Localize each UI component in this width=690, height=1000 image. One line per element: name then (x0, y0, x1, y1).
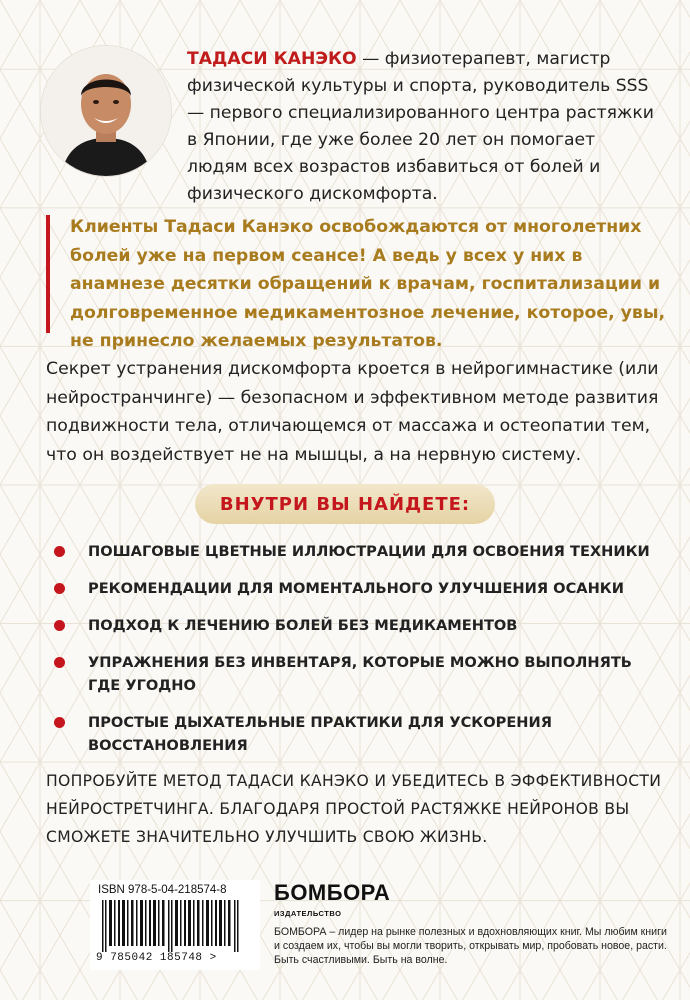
bullet-icon (54, 583, 65, 594)
closing-paragraph: ПОПРОБУЙТЕ МЕТОД ТАДАСИ КАНЭКО И УБЕДИТЕСЬ В ЭФФЕКТИВНОСТИ НЕЙРОСТРЕТЧИНГА. БЛАГОДАРЯ ПРОСТОЙ РАСТЯЖКЕ НЕЙРОНОВ ВЫ СМОЖЕТЕ ЗНАЧИТЕЛЬНО УЛУЧШИТЬ СВОЮ ЖИЗНЬ. (46, 772, 662, 846)
publisher-logo: БОМБОРА (274, 880, 391, 905)
bullet-icon (54, 717, 65, 728)
bullet-icon (54, 620, 65, 631)
barcode (90, 880, 260, 970)
feature-item: ПОДХОД К ЛЕЧЕНИЮ БОЛЕЙ БЕЗ МЕДИКАМЕНТОВ (46, 614, 666, 637)
barcode-number: 9 785042 185748 > (96, 952, 217, 964)
highlight-quote: Клиенты Тадаси Канэко освобождаются от многолетних болей уже на первом сеансе! А ведь у всех у них в анамнезе десятки обращений к врачам, госпитализации и долговременное медикаментозное лечение, которое, увы, не принесло желаемых результатов. (70, 217, 666, 351)
author-name: ТАДАСИ КАНЭКО (187, 49, 357, 69)
publisher-subtitle: ИЗДАТЕЛЬСТВО (274, 909, 342, 918)
author-bio (187, 46, 657, 208)
feature-item: ПРОСТЫЕ ДЫХАТЕЛЬНЫЕ ПРАКТИКИ ДЛЯ УСКОРЕНИЯ ВОССТАНОВЛЕНИЯ (46, 711, 666, 757)
publisher-tagline: БОМБОРА – лидер на рынке полезных и вдохновляющих книг. Мы любим книги и создаем их, чтобы вы могли творить, открывать мир, пробовать новое, расти. Быть счастливыми. Быть на волне. (274, 926, 667, 966)
bullet-icon (54, 546, 65, 557)
barcode-bars (96, 900, 254, 952)
isbn-label: ISBN 978-5-04-218574-8 (98, 884, 227, 896)
feature-item: РЕКОМЕНДАЦИИ ДЛЯ МОМЕНТАЛЬНОГО УЛУЧШЕНИЯ ОСАНКИ (46, 577, 666, 600)
intro-paragraph: Секрет устранения дискомфорта кроется в нейрогимнастике (или нейространчинге) — безопасном и эффективном методе развития подвижности тела, отличающемся от массажа и остеопатии тем, что он воздействует не на мышцы, а на нервную систему. (46, 359, 659, 465)
inside-banner: ВНУТРИ ВЫ НАЙДЕТЕ: (195, 484, 495, 524)
author-bio-text: — физиотерапевт, магистр физической культуры и спорта, руководитель SSS — первого специализированного центра растяжки в Японии, где уже более 20 лет он помогает людям всех возрастов избавиться от болей и физического дискомфорта. (187, 49, 654, 204)
bullet-icon (54, 657, 65, 668)
feature-item: УПРАЖНЕНИЯ БЕЗ ИНВЕНТАРЯ, КОТОРЫЕ МОЖНО ВЫПОЛНЯТЬ ГДЕ УГОДНО (46, 651, 666, 697)
features-list (46, 540, 666, 771)
quote-accent-bar (46, 215, 50, 333)
feature-item: ПОШАГОВЫЕ ЦВЕТНЫЕ ИЛЛЮСТРАЦИИ ДЛЯ ОСВОЕНИЯ ТЕХНИКИ (46, 540, 666, 563)
author-photo (40, 45, 172, 177)
